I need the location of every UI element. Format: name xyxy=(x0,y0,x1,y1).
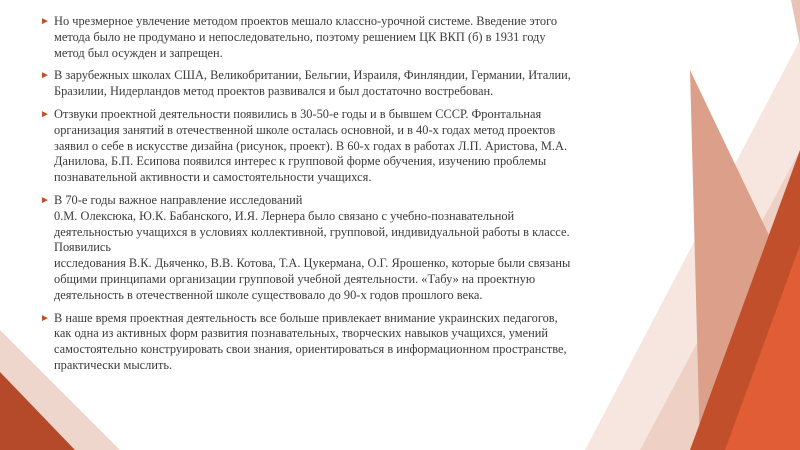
bullet-arrow-icon: ► xyxy=(40,108,50,120)
paragraph-text xyxy=(54,68,600,100)
text-line: исследования В.К. Дьяченко, В.В. Котова, Т.А. Цукермана, О.Г. Ярошенко, которые были связаны xyxy=(54,256,571,271)
bullet-arrow-icon: ► xyxy=(40,70,50,82)
text-line: Отзвуки проектной деятельности появились в 30-50-е годы и в бывшем СССР. Фронтальная xyxy=(54,106,542,121)
text-line: В 70-е годы важное направление исследований xyxy=(54,192,303,207)
text-line: деятельность в отечественной школе существовало до 90-х годов прошлого века. xyxy=(54,287,483,302)
paragraph-present-day xyxy=(40,311,600,374)
paragraph-text xyxy=(54,311,600,374)
text-line: организация занятий в отечественной школе осталась основной, и в 40-х годах метод проектов xyxy=(54,122,556,137)
paragraph-project-method-banned xyxy=(40,14,600,61)
text-line: метода было не продумано и непоследовательно, поэтому решением ЦК ВКП (б) в 1931 году xyxy=(54,29,546,44)
text-line: В наше время проектная деятельность все больше привлекает внимание украинских педагогов, xyxy=(54,310,558,325)
bullet-arrow-icon: ► xyxy=(40,16,50,27)
bullet-arrow-icon: ► xyxy=(40,194,50,206)
main-text-block xyxy=(40,14,600,381)
paragraph-text xyxy=(54,193,600,304)
text-line: практически мыслить. xyxy=(54,357,173,372)
text-line: деятельностью учащихся в условиях коллективной, групповой, индивидуальной работы в классе. xyxy=(54,224,570,239)
paragraph-text xyxy=(54,107,600,186)
paragraph-text xyxy=(54,14,600,61)
text-line: 0.М. Олексюка, Ю.К. Бабанского, И.Я. Лернера было связано с учебно-познавательной xyxy=(54,208,515,223)
text-line: познавательной активности и самостоятельности учащихся. xyxy=(54,170,372,185)
text-line: общими принципами организации групповой учебной деятельности. «Табу» на проектную xyxy=(54,271,536,286)
text-line: В зарубежных школах США, Великобритании, Бельгии, Израиля, Финляндии, Германии, Италии, xyxy=(54,68,571,83)
text-line: Но чрезмерное увлечение методом проектов мешало классно-урочной системе. Введение этого xyxy=(54,14,558,28)
paragraph-ussr-echoes xyxy=(40,107,600,186)
text-line: Появились xyxy=(54,240,112,255)
paragraph-70s-research xyxy=(40,193,600,304)
text-line: как одна из активных форм развития познавательных, творческих навыков учащихся, умений xyxy=(54,326,549,341)
text-line: Бразилии, Нидерландов метод проектов развивался и был достаточно востребован. xyxy=(54,84,494,99)
text-line: самостоятельно конструировать свои знания, ориентироваться в информационном пространстве, xyxy=(54,342,567,357)
right-sliver xyxy=(791,0,800,45)
paragraph-foreign-schools xyxy=(40,68,600,100)
text-line: заявил о себе в искусстве дизайна (рисунок, проект). В 60-х годах в работах Л.П. Аристова, М.А. xyxy=(54,138,568,153)
text-line: Данилова, Б.П. Есипова появился интерес к групповой форме обучения, изучению проблемы xyxy=(54,154,547,169)
text-line: метод был осужден и запрещен. xyxy=(54,45,223,60)
bullet-arrow-icon: ► xyxy=(40,312,50,324)
